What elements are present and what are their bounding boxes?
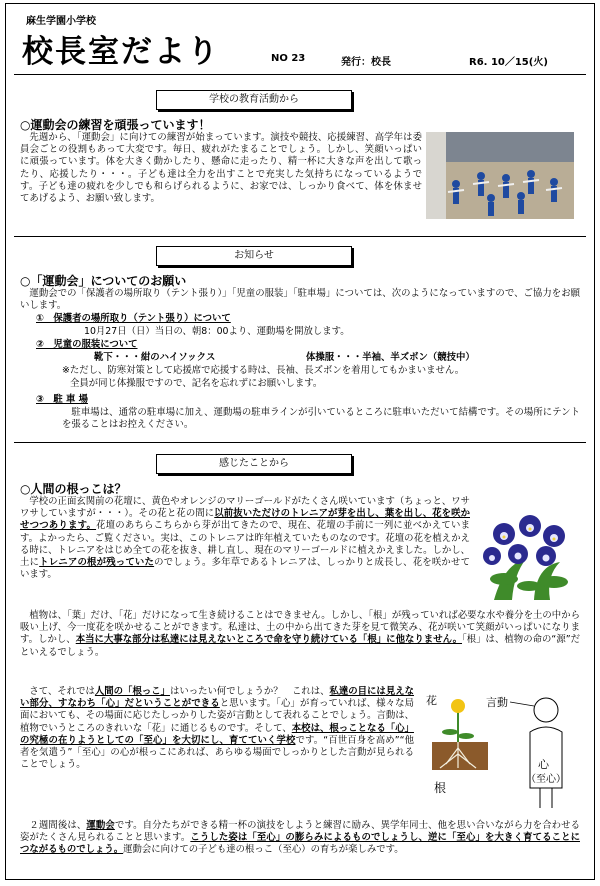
section3-paragraph-1 [20,496,470,581]
section2-intro: 運動会での「保護者の場所取り（テント張り）」「児童の服装」「駐車場」については、次のようになっていますので、ご協力をお願いします。 [20,288,580,312]
issue-date: R6. 10／15(火) [469,57,548,68]
section-rule-2 [14,442,586,443]
p4-text-c: 運動会に向けての子ども達の根っこ（至心）の育ちが楽しみです。 [123,844,404,856]
p3-text-b: はいったい何でしょうか？ これは、 [169,686,330,697]
notice-item-2-title: ② 児童の服装について [36,339,138,350]
section-label-activities: 学校の教育活動から [156,90,352,110]
p3-text-d: です。“百世百身を高め”“他者を気遣う”「至心」の心が根っこにあれば、あらゆる場面でしっかりとした言動が見られることでしょう。 [20,734,414,771]
p3-emphasis-c: 本校は、根っことなる「心」の究極の在りようとしての「至心」を大切にし、育てていく学校 [20,722,414,746]
notice-item-1-body: 10月27日（日）当日の、朝8：00より、運動場を開放します。 [84,326,350,337]
p1-text-c: のでしょう。多年草であるトレニアは、しっかりと成長し、花を咲かせています。 [20,557,470,581]
p4-emphasis-b: こうした姿は「至心」の膨らみによるものでしょうし、逆に「至心」を大きく育てることにつながるものでしょう。 [20,832,580,856]
section1-heading: ○運動会の練習を頑張っています！ [20,118,211,132]
publisher: 発行：校長 [341,57,391,68]
notice-item-1-title: ① 保護者の場所取り（テント張り）について [36,313,231,324]
section3-paragraph-2 [20,610,580,659]
p1-emphasis-a: 以前抜いただけのトレニアが芽を出し、葉を出し、花を咲かせつつあります。 [20,508,470,532]
p1-text-a: 学校の正面玄関前の花壇に、黄色やオレンジのマリーゴールドがたくさん咲いています（ちょっと、ワサワサしていますが・・・）。その花と花の間に [20,496,470,520]
p3-emphasis-a: 人間の「根っこ」 [94,686,170,697]
p1-emphasis-b: トレニアの根が残っていた [39,557,155,569]
p4-text-b: です。自分たちができる精一杯の演技をしようと練習に励み、異学年同士、他を思い合いながら力を合わせる姿がたくさん見られることと思います。 [20,820,580,844]
diagram-heart-label: 心 [538,758,549,771]
section-label-reflections: 感じたことから [156,454,352,474]
newsletter-page [5,3,595,880]
issue-meta [271,53,548,68]
p3-text-c: と思います。「心」が育っていれば、様々な局面においても、その場面に応じたしっかりした姿が言動として表れることでしょう。言動は、植物でいうところのきれいな「花」に通じるものです。そして、 [20,698,414,734]
p2-text-b: 「根」は、植物の命の“源”だといえるでしょう。 [20,634,580,658]
exercise-practice-photo-drawing [426,132,574,219]
notice-item-3-title: ③ 駐 車 場 [36,394,88,405]
school-name: 麻生学園小学校 [26,16,96,27]
section-rule-1 [14,236,586,237]
diagram-flower-label: 花 [426,694,437,707]
newsletter-header [6,4,594,74]
p3-emphasis-b: 私達の目には見えない部分、すなわち「心」だということができる [20,686,414,710]
p1-text-b: 花壇のあちらこちらから芽が出てきたので、現在、花壇の手前に一列に並べかえています。よかったら、ご覧ください。実は、このトレニアは昨年植えていたものなのです。花壇の花を植えかえる時に、トレニアをはじめ全ての花を抜き、耕し直し、現在のマリーゴールドに植えかえました。しかし、土に [20,520,470,569]
notice-item-2-uniform: 体操服・・・半袖、半ズボン（競技中） [306,352,475,363]
issue-number: NO 23 [271,53,306,64]
diagram-shishin-label: （至心） [526,774,566,785]
section2-heading: ○「運動会」についてのお願い [20,274,187,288]
section3-heading: ○人間の根っこは？ [20,482,127,496]
section-label-notices: お知らせ [156,246,352,266]
p3-text-a: さて、それでは [29,686,95,697]
diagram-speech-label: 言動 [486,696,508,709]
root-heart-diagram-drawing [418,692,584,810]
p4-emphasis-a: 運動会 [86,820,115,831]
section1-body: 先週から、「運動会」に向けての練習が始まっています。演技や競技、応援練習、高学年は委員会ごとの役割もあって大変です。毎日、疲れがたまることでしょう。しかし、笑顔いっぱいに頑張っています。体を大きく動かしたり、懸命に走ったり、精一杯に大きな声を出して歌ったり、応援したり・・・。子ども達は全力を出すことで充実した気持ちになっているようです。子ども達の疲れを少しでも和らげられるように、お家では、しっかり食べて、体を休ませてあげるよう、お願い致します。 [20,132,422,205]
newsletter-title: 校長室だより [22,34,220,70]
p2-text-a: 植物は、「葉」だけ、「花」だけになって生き続けることはできません。しかし、「根」が残っていれば必要な水や養分を土の中から吸い上げ、今一度花を咲かせることができます。私達は、土の中から出てきた芽を見て微笑み、花が咲いて笑顔がいっぱいになります。しかし、 [20,610,580,646]
exercise-practice-photo [426,132,574,219]
notice-item-3-body: 駐車場は、通常の駐車場に加え、運動場の駐車ラインが引いているところに駐車いただいて結構です。その場所にテントを張ることはお控えください。 [62,407,580,431]
root-heart-diagram [418,692,584,810]
torenia-flower-drawing [474,504,580,600]
p4-text-a: ２週間後は、 [29,820,87,831]
notice-item-2-cold: ※ただし、防寒対策として応援席で応援する時は、長袖、長ズボンを着用してもかまいません。 [62,365,465,376]
notice-item-2-label: 全員が同じ体操服ですので、記名を忘れずにお願いします。 [70,378,323,389]
diagram-root-label: 根 [434,781,447,795]
torenia-flower-photo [474,504,580,600]
section3-paragraph-3 [20,686,414,771]
header-rule [14,74,586,75]
section3-paragraph-4 [20,820,580,857]
p2-emphasis: 本当に大事な部分は私達には見えないところで命を守り続けている「根」に他なりません。 [75,634,463,646]
notice-item-2-socks: 靴下・・・紺のハイソックス [94,352,216,363]
